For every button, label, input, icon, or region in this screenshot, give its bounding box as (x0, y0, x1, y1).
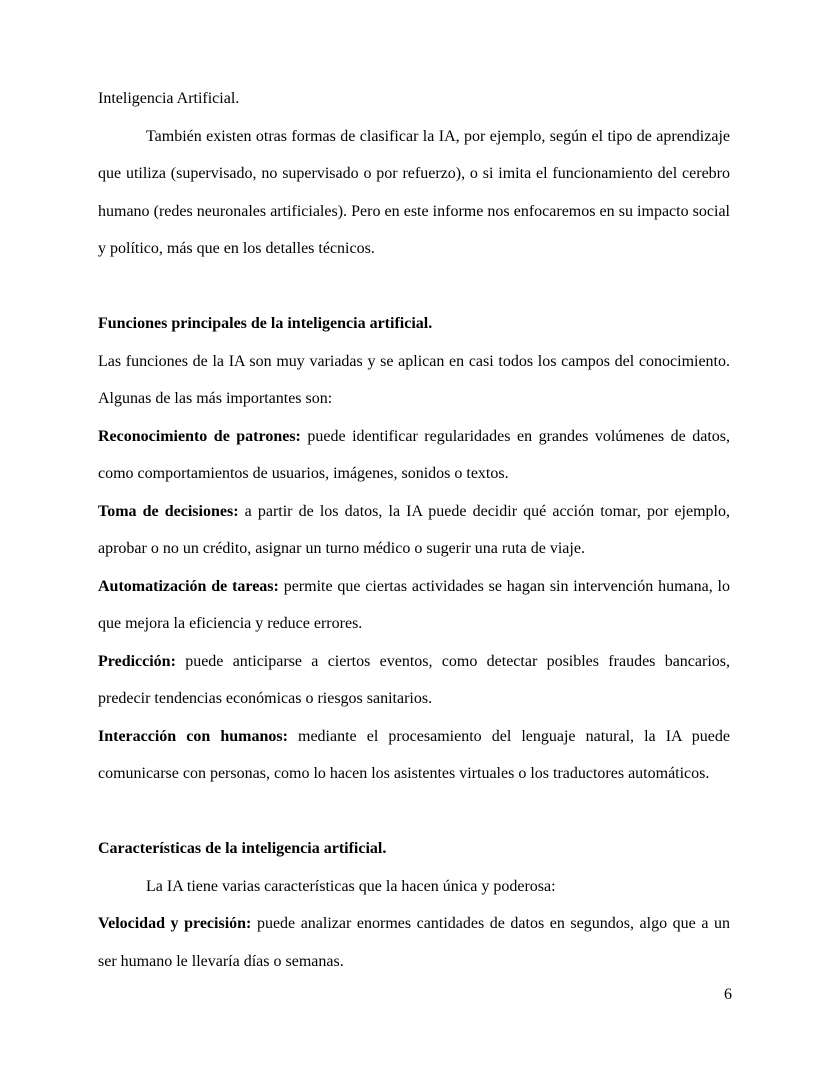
paragraph-continuation: Inteligencia Artificial. (98, 90, 240, 107)
function-text: permite que ciertas actividades se hagan sin intervención humana, lo que mejora la eficiencia y reduce errores. (98, 577, 731, 632)
function-text: puede identificar regularidades en grandes volúmenes de datos, como comportamientos de usuarios, imágenes, sonidos o textos. (98, 427, 730, 482)
function-text: mediante el procesamiento del lenguaje natural, la IA puede comunicarse con personas, como lo hacen los asistentes virtuales o los traductores automáticos. (98, 727, 731, 782)
paragraph-functions-intro: Las funciones de la IA son muy variadas y se aplican en casi todos los campos del conocimiento. Algunas de las más importantes son: (98, 352, 730, 407)
page-number: 6 (724, 986, 732, 1003)
section-gap (98, 268, 730, 306)
function-text: puede anticiparse a ciertos eventos, como detectar posibles fraudes bancarios, predecir tendencias económicas o riesgos sanitarios. (98, 652, 730, 707)
function-term: Predicción: (98, 652, 176, 670)
function-item-pattern-recognition (98, 418, 730, 493)
paragraph-classification: También existen otras formas de clasificar la IA, por ejemplo, según el tipo de aprendizaje que utiliza (supervisado, no supervisado o por refuerzo), o si imita el funcionamiento del cerebro humano (redes neuronales artificiales). Pero en este informe nos enfocaremos en su impacto social y político, más que en los detalles técnicos. (98, 127, 730, 257)
function-text: a partir de los datos, la IA puede decidir qué acción tomar, por ejemplo, aprobar o no un crédito, asignar un turno médico o sugerir una ruta de viaje. (98, 502, 730, 557)
function-term: Interacción con humanos: (98, 727, 288, 745)
function-term: Toma de decisiones: (98, 502, 239, 520)
paragraph-features-intro: La IA tiene varias características que la hacen única y poderosa: (146, 877, 556, 895)
section-gap (98, 793, 730, 831)
feature-text: puede analizar enormes cantidades de datos en segundos, algo que a un ser humano le llevaría días o semanas. (98, 915, 731, 970)
heading-features: Características de la inteligencia artificial. (98, 840, 387, 857)
function-item-decision-making (98, 493, 730, 568)
feature-term: Velocidad y precisión: (98, 915, 252, 932)
function-item-human-interaction (98, 718, 730, 793)
function-item-automation (98, 568, 730, 643)
feature-item-speed-precision (98, 905, 730, 980)
function-term: Automatización de tareas: (98, 577, 279, 595)
page-content (98, 80, 730, 980)
function-item-prediction (98, 643, 730, 718)
function-term: Reconocimiento de patrones: (98, 427, 301, 445)
heading-functions: Funciones principales de la inteligencia artificial. (98, 315, 433, 332)
